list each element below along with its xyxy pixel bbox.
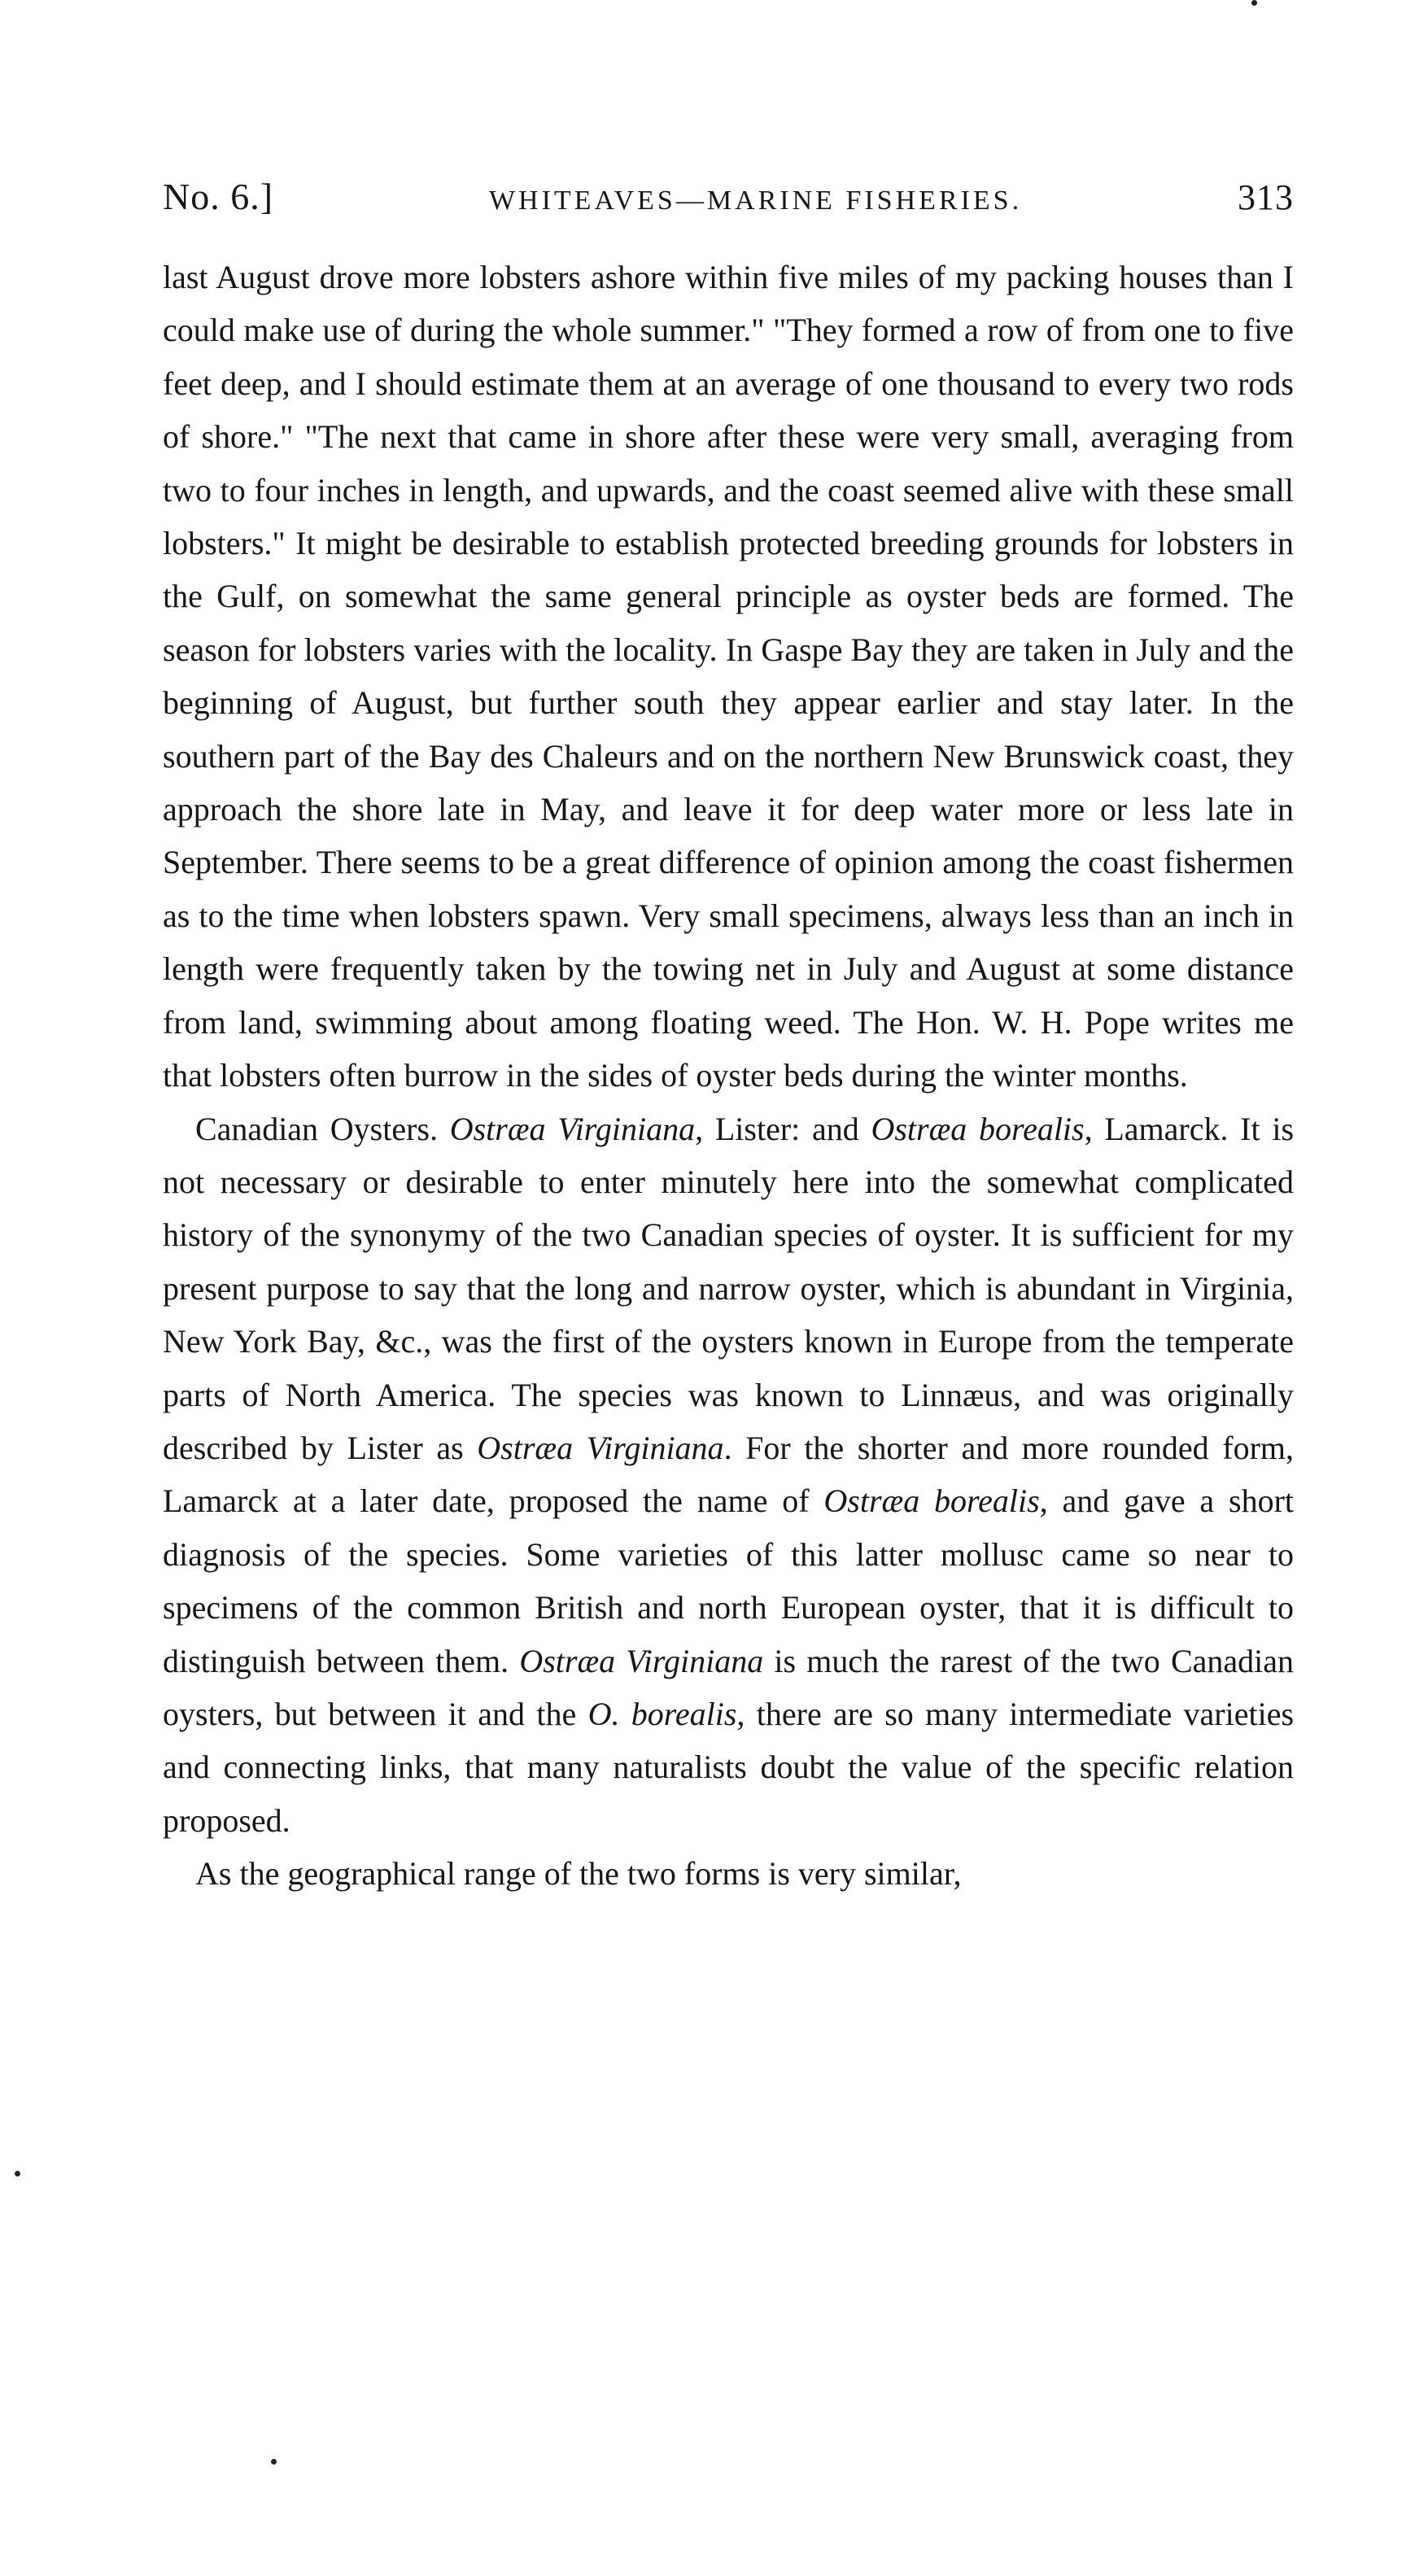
paragraph-geographical-range: As the geographical range of the two forms is very similar, — [195, 1855, 962, 1893]
margin-speck — [271, 2459, 277, 2465]
document-page — [163, 175, 1294, 1901]
species-name: Ostræa borealis — [823, 1482, 1040, 1520]
species-name: Ostræa borealis — [871, 1110, 1085, 1147]
species-name: Ostræa Virginiana — [449, 1110, 696, 1147]
text-run: is much the rarest of the two Canadian oysters, but between it and the — [163, 1642, 1295, 1732]
species-name: Ostræa Virginiana — [519, 1642, 764, 1679]
margin-speck — [15, 2171, 20, 2177]
text-run: , there are so many intermediate varieties and connecting links, that many naturalists doubt the value of the specific relation proposed. — [163, 1695, 1295, 1839]
issue-number: No. 6.] — [163, 176, 274, 217]
text-run: Canadian Oysters. — [195, 1110, 450, 1147]
margin-speck — [1251, 0, 1257, 6]
paragraph-lobsters: last August drove more lobsters ashore within five miles of my packing houses than I could make use of during the whole summer." "They formed a row of from one to five feet deep, and I should estimate them at an average of one thousand to every two rods of shore." "The next that came in shore after these were very small, averaging from two to four inches in length, and upwards, and the coast seemed alive with these small lobsters." It might be desirable to establish protected breeding grounds for lobsters in the Gulf, on somewhat the same general principle as oyster beds are formed. The season for lobsters varies with the locality. In Gaspe Bay they are taken in July and the beginning of August, but further south they appear earlier and stay later. In the southern part of the Bay des Chaleurs and on the northern New Brunswick coast, they approach the shore late in May, and leave it for deep water more or less late in September. There seems to be a great difference of opinion among the coast fishermen as to the time when lobsters spawn. Very small specimens, always less than an inch in length were frequently taken by the towing net in July and August at some distance from land, swimming about among floating weed. The Hon. W. H. Pope writes me that lobsters often burrow in the sides of oyster beds during the winter months. — [163, 259, 1294, 1094]
text-run: . For the shorter and more rounded form, Lamarck at a later date, proposed the name of — [163, 1429, 1294, 1520]
body-text — [163, 251, 1294, 1901]
species-name: O. borealis — [587, 1695, 737, 1732]
running-header — [163, 175, 1294, 218]
text-run: , Lamarck. It is not necessary or desirable to enter minutely here into the somewhat complicated history of the synonymy of the two Canadian species of oyster. It is sufficient for my present purpose to say that the long and narrow oyster, which is abundant in Virginia, New York Bay, &c., was the first of the oysters known in Europe from the temperate parts of North America. The species was known to Linnæus, and was originally described by Lister as — [163, 1110, 1295, 1466]
text-run: , Lister: and — [695, 1110, 871, 1147]
species-name: Ostræa Virginiana — [477, 1429, 724, 1466]
running-title: WHITEAVES—MARINE FISHERIES. — [488, 186, 1023, 216]
text-run: , and gave a short diagnosis of the species. Some varieties of this latter mollusc came so near to specimens of the common British and north European oyster, that it is difficult to distinguish between them. — [163, 1482, 1295, 1679]
page-number: 313 — [1237, 177, 1294, 217]
paragraph-canadian-oysters — [163, 1102, 1294, 1848]
